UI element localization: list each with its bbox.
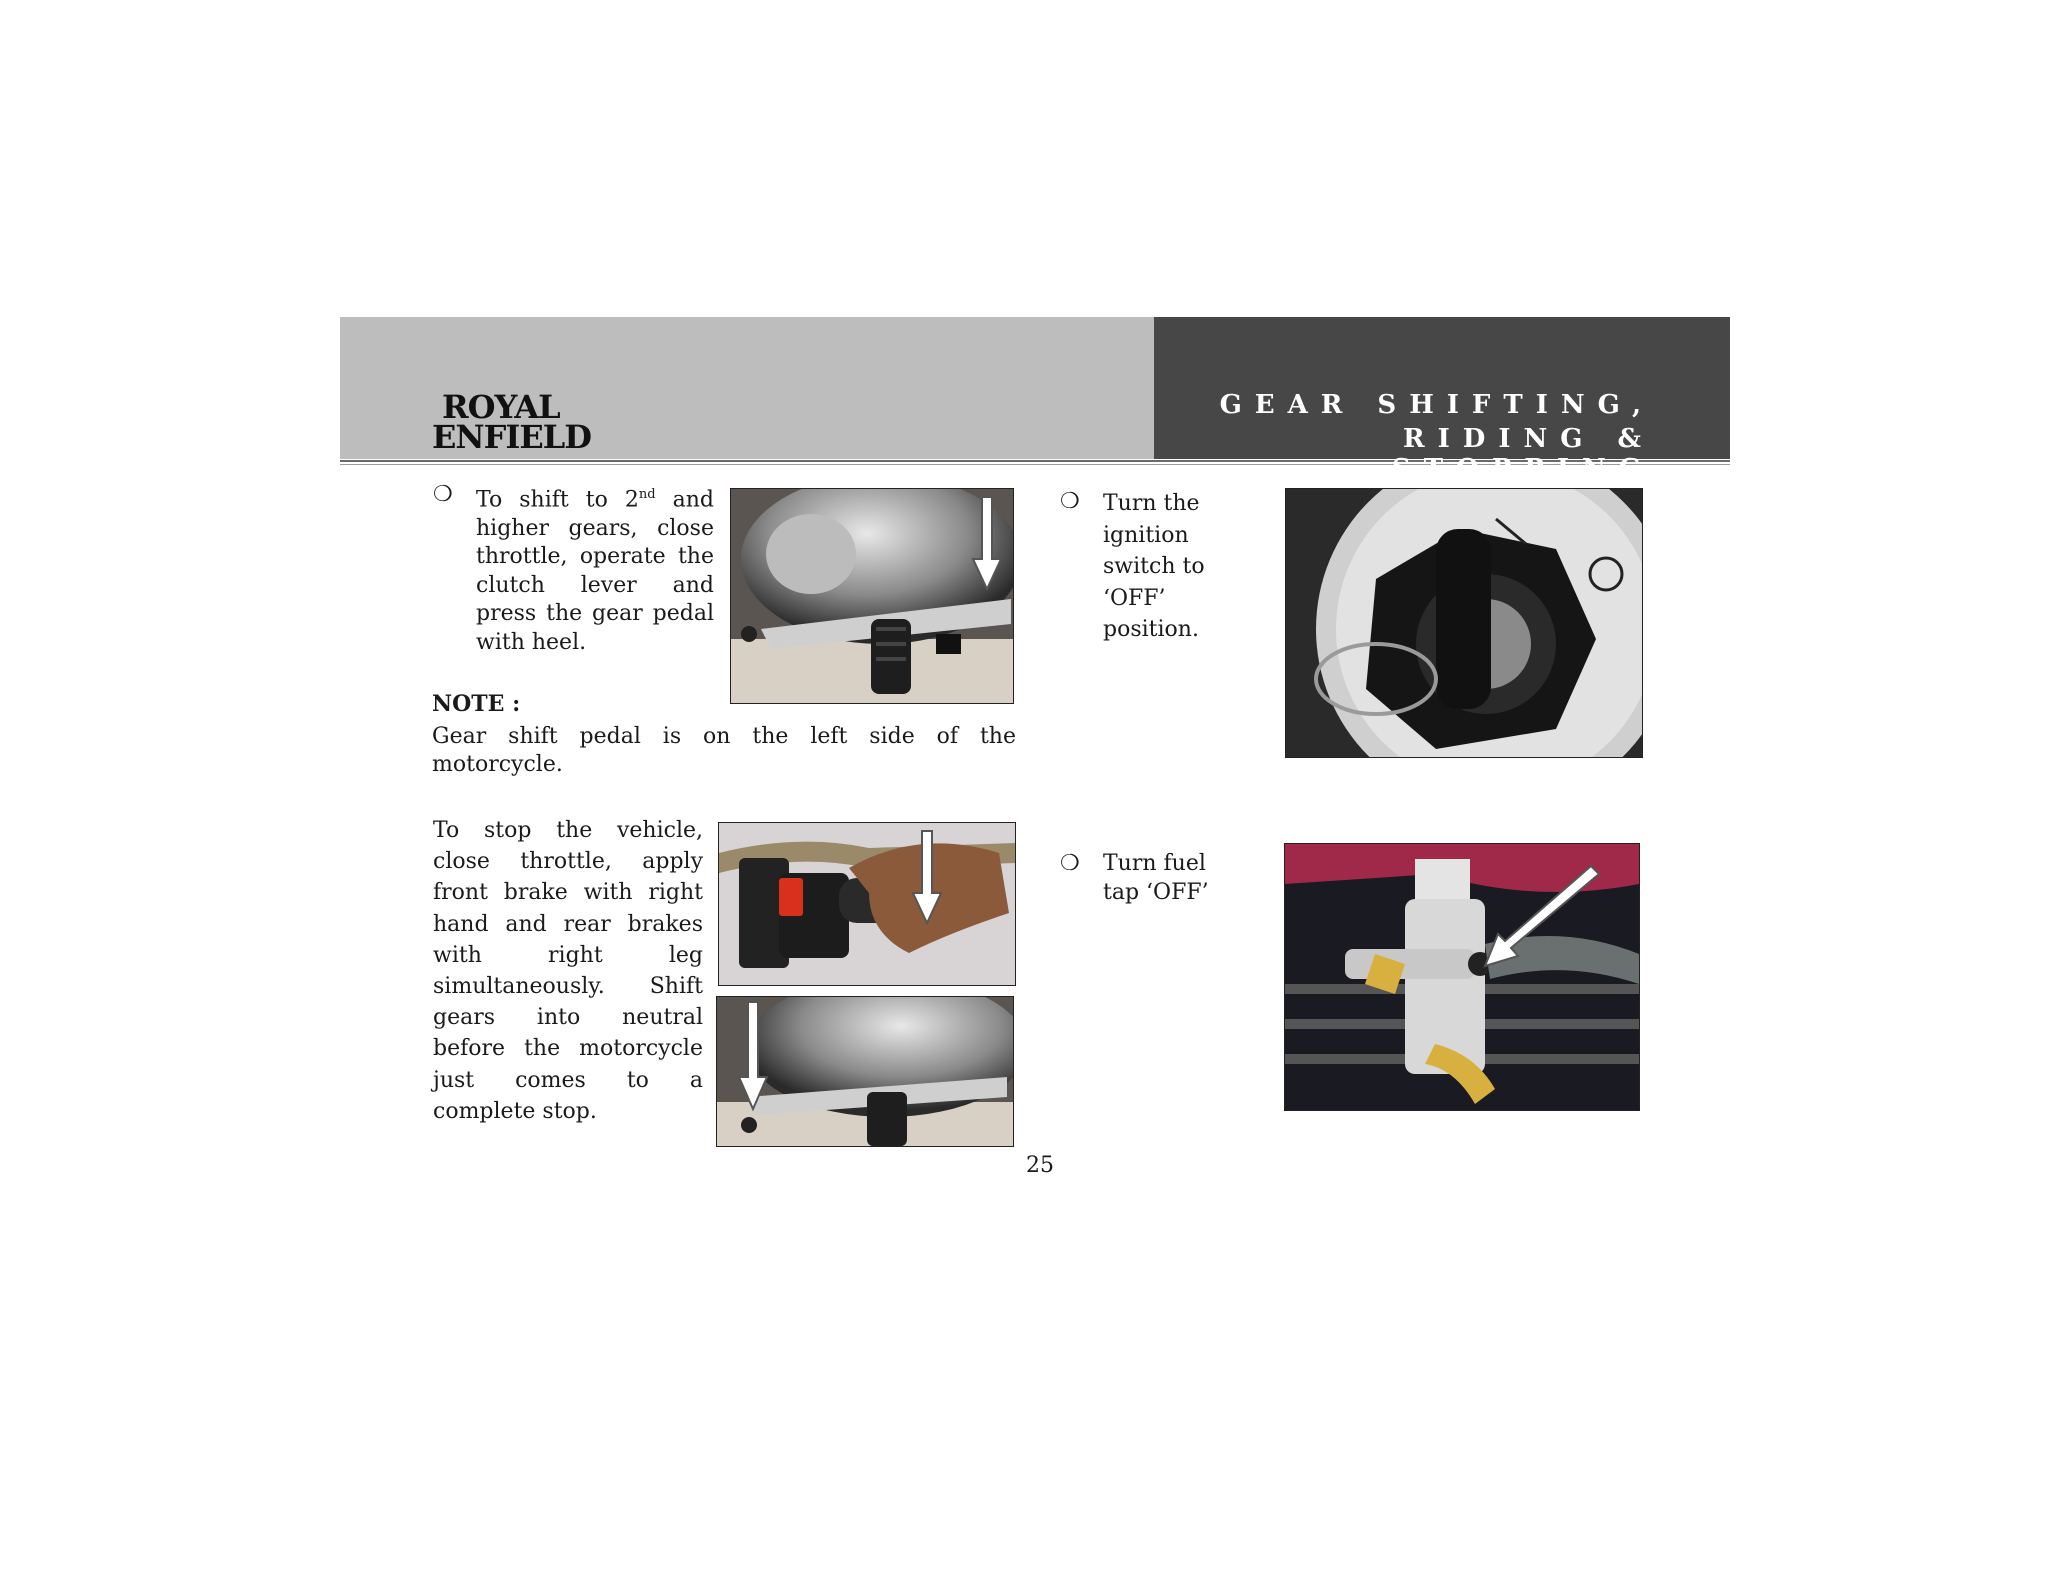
note-label: NOTE : [432,691,521,717]
bullet-icon: ❍ [433,482,453,507]
shift-line-5: press the gear pedal [476,601,714,627]
shift-line-2: higher gears, close [476,515,714,541]
stop-line-8: before the motorcycle [433,1036,703,1062]
fuel-line-2: tap ‘OFF’ [1103,879,1209,905]
stop-line-5: with right leg [433,942,703,968]
ignition-line-4: ‘OFF’ [1103,585,1166,611]
bullet-icon: ❍ [1060,851,1080,876]
front-brake-photo [718,822,1016,986]
gear-pedal-photo [730,488,1014,704]
stop-line-7: gears into neutral [433,1005,703,1031]
stop-line-9: just comes to a [433,1067,703,1093]
shift-line-6: with heel. [476,629,587,655]
fuel-tap-photo [1284,843,1640,1111]
fuel-instruction [1103,850,1209,907]
shift-line-1: To shift to 2nd and [476,487,714,513]
stop-line-3: front brake with right [433,880,703,906]
note-text-line2: motorcycle. [432,752,563,777]
ignition-line-5: position. [1103,617,1199,642]
stop-line-10: complete stop. [433,1098,597,1124]
shift-line-4: clutch lever and [476,572,714,598]
logo-line2: ENFIELD [432,418,591,456]
page-number: 25 [1026,1153,1054,1178]
shift-line-3: throttle, operate the [476,544,714,570]
ignition-line-3: switch to [1103,554,1205,579]
stop-line-6: simultaneously. Shift [433,974,703,1000]
shift-instruction [476,481,714,657]
fuel-line-1: Turn fuel [1103,851,1206,876]
bullet-icon: ❍ [1060,489,1080,514]
page-title-line2: RIDING & STOPPING [1391,424,1654,484]
stop-line-1: To stop the vehicle, [433,818,703,843]
ignition-line-2: ignition [1103,522,1189,548]
gear-neutral-photo [716,996,1014,1147]
stop-line-4: hand and rear brakes [433,911,703,937]
royal-enfield-logo [432,388,591,456]
logo-line1: ROYAL [442,388,560,426]
ignition-line-1: Turn the [1103,491,1200,516]
ignition-switch-photo [1285,488,1643,758]
stop-instruction [433,815,703,1127]
ignition-instruction [1103,488,1205,646]
note-text-line1: Gear shift pedal is on the left side of the [432,724,1016,749]
stop-line-2: close throttle, apply [433,849,703,875]
page-title-line1: GEAR SHIFTING, [1219,390,1654,420]
